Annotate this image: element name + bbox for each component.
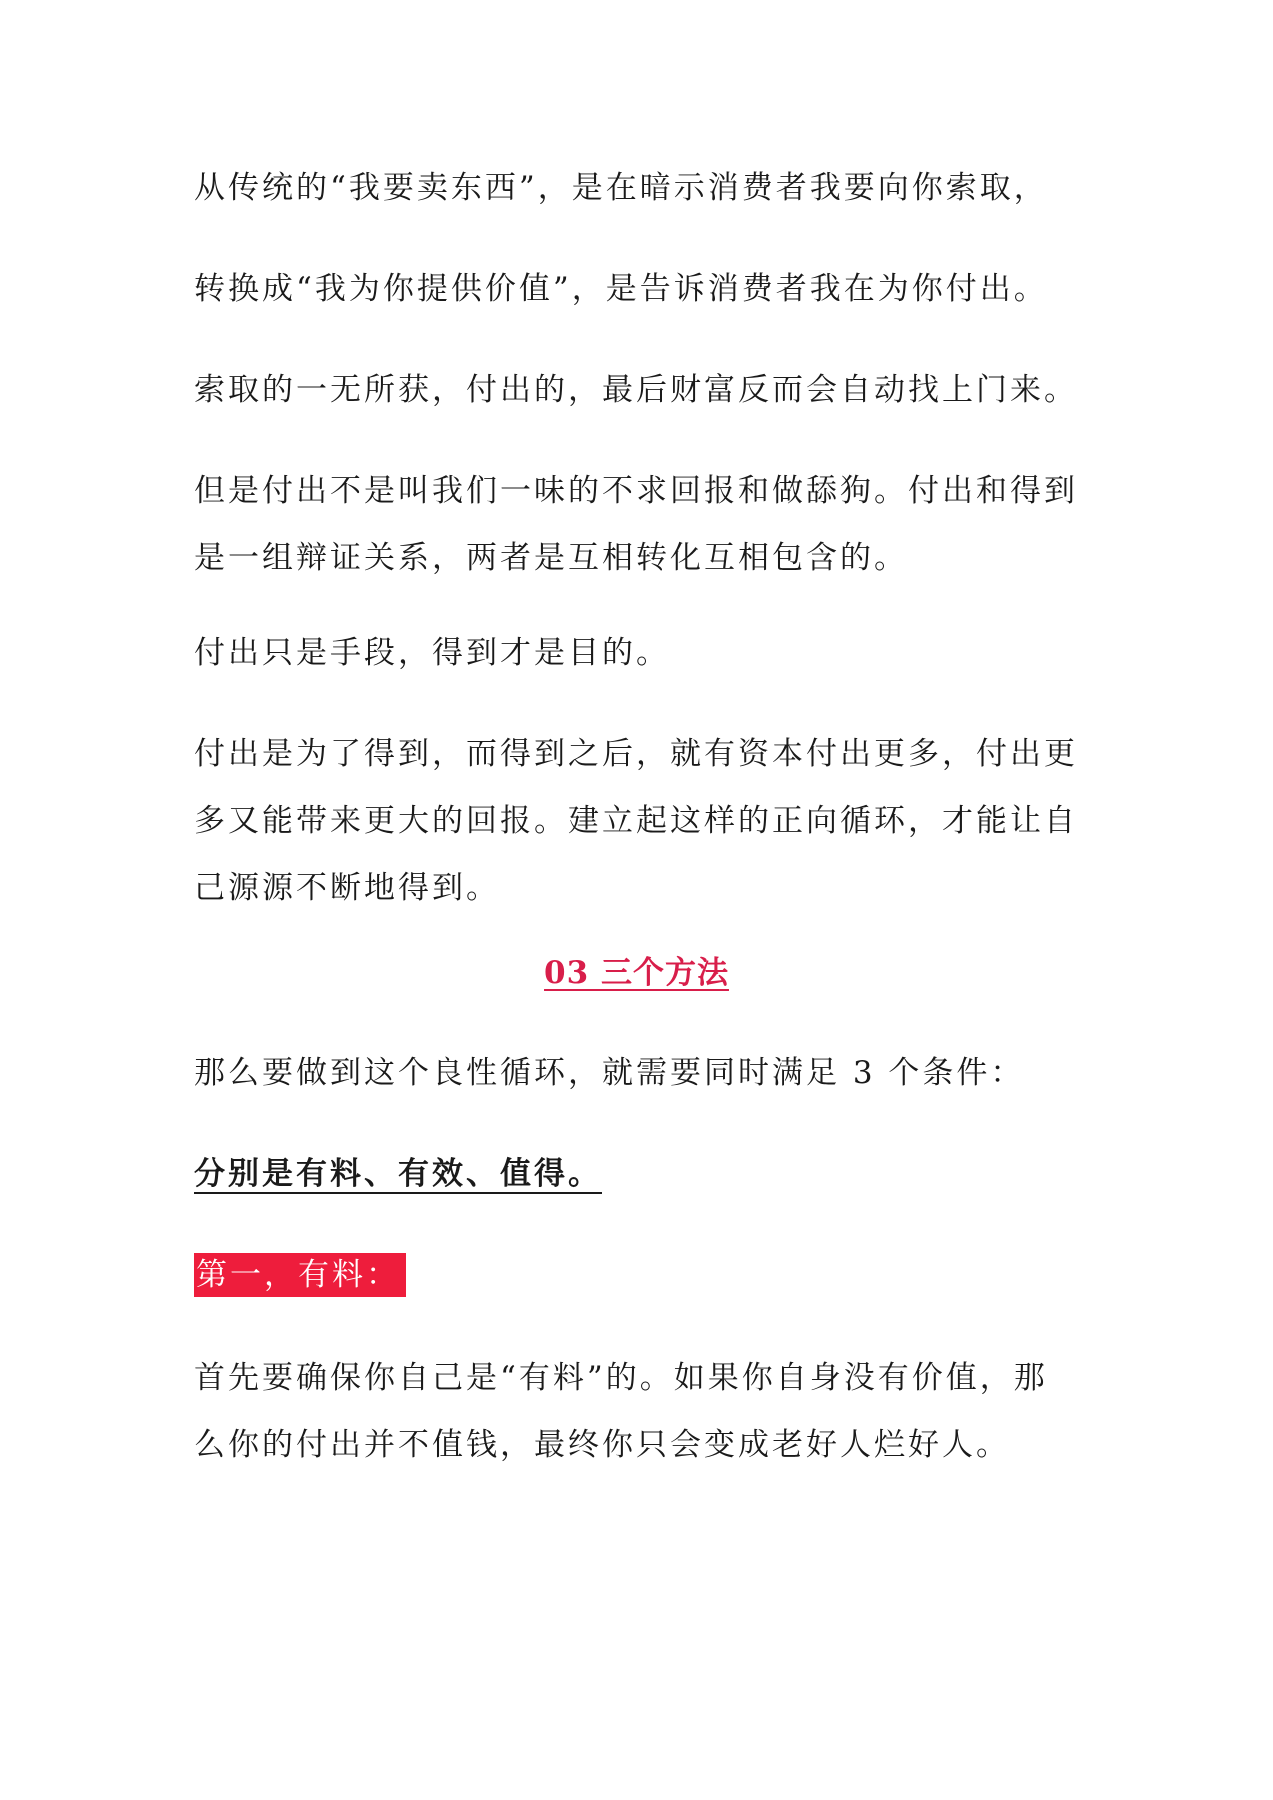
paragraph-line: 转换成“我为你提供价值”，是告诉消费者我在为你付出。 bbox=[194, 271, 1048, 307]
paragraph-line: 是一组辩证关系，两者是互相转化互相包含的。 bbox=[194, 540, 908, 576]
paragraph-line: 己源源不断地得到。 bbox=[194, 870, 500, 906]
section-heading bbox=[0, 940, 1273, 1007]
paragraph-line: 首先要确保你自己是“有料”的。如果你自身没有价值，那 bbox=[194, 1360, 1048, 1396]
paragraph-line: 多又能带来更大的回报。建立起这样的正向循环，才能让自 bbox=[194, 803, 1078, 839]
paragraph-10 bbox=[194, 1345, 1094, 1479]
paragraph-line: 那么要做到这个良性循环，就需要同时满足 3 个条件： bbox=[194, 1055, 1025, 1091]
paragraph-line: 么你的付出并不值钱，最终你只会变成老好人烂好人。 bbox=[194, 1427, 1010, 1463]
paragraph-line: 分别是有料、有效、值得。 bbox=[194, 1156, 602, 1192]
paragraph-9-highlight bbox=[194, 1242, 1094, 1309]
paragraph-2 bbox=[194, 256, 1094, 323]
paragraph-line: 从传统的“我要卖东西”，是在暗示消费者我要向你索取， bbox=[194, 170, 1048, 206]
paragraph-line: 索取的一无所获，付出的，最后财富反而会自动找上门来。 bbox=[194, 372, 1078, 408]
paragraph-4 bbox=[194, 458, 1094, 592]
paragraph-1 bbox=[194, 155, 1094, 222]
section-heading-text: 03 三个方法 bbox=[544, 955, 729, 991]
paragraph-line: 付出是为了得到，而得到之后，就有资本付出更多，付出更 bbox=[194, 736, 1078, 772]
paragraph-8-bold-underline bbox=[194, 1141, 1094, 1208]
paragraph-7 bbox=[194, 1040, 1094, 1107]
highlighted-subheading: 第一，有料： bbox=[194, 1253, 406, 1297]
paragraph-5 bbox=[194, 620, 1094, 687]
paragraph-line: 付出只是手段，得到才是目的。 bbox=[194, 635, 670, 671]
paragraph-line: 但是付出不是叫我们一味的不求回报和做舔狗。付出和得到 bbox=[194, 473, 1078, 509]
paragraph-6 bbox=[194, 721, 1094, 922]
paragraph-3 bbox=[194, 357, 1094, 424]
